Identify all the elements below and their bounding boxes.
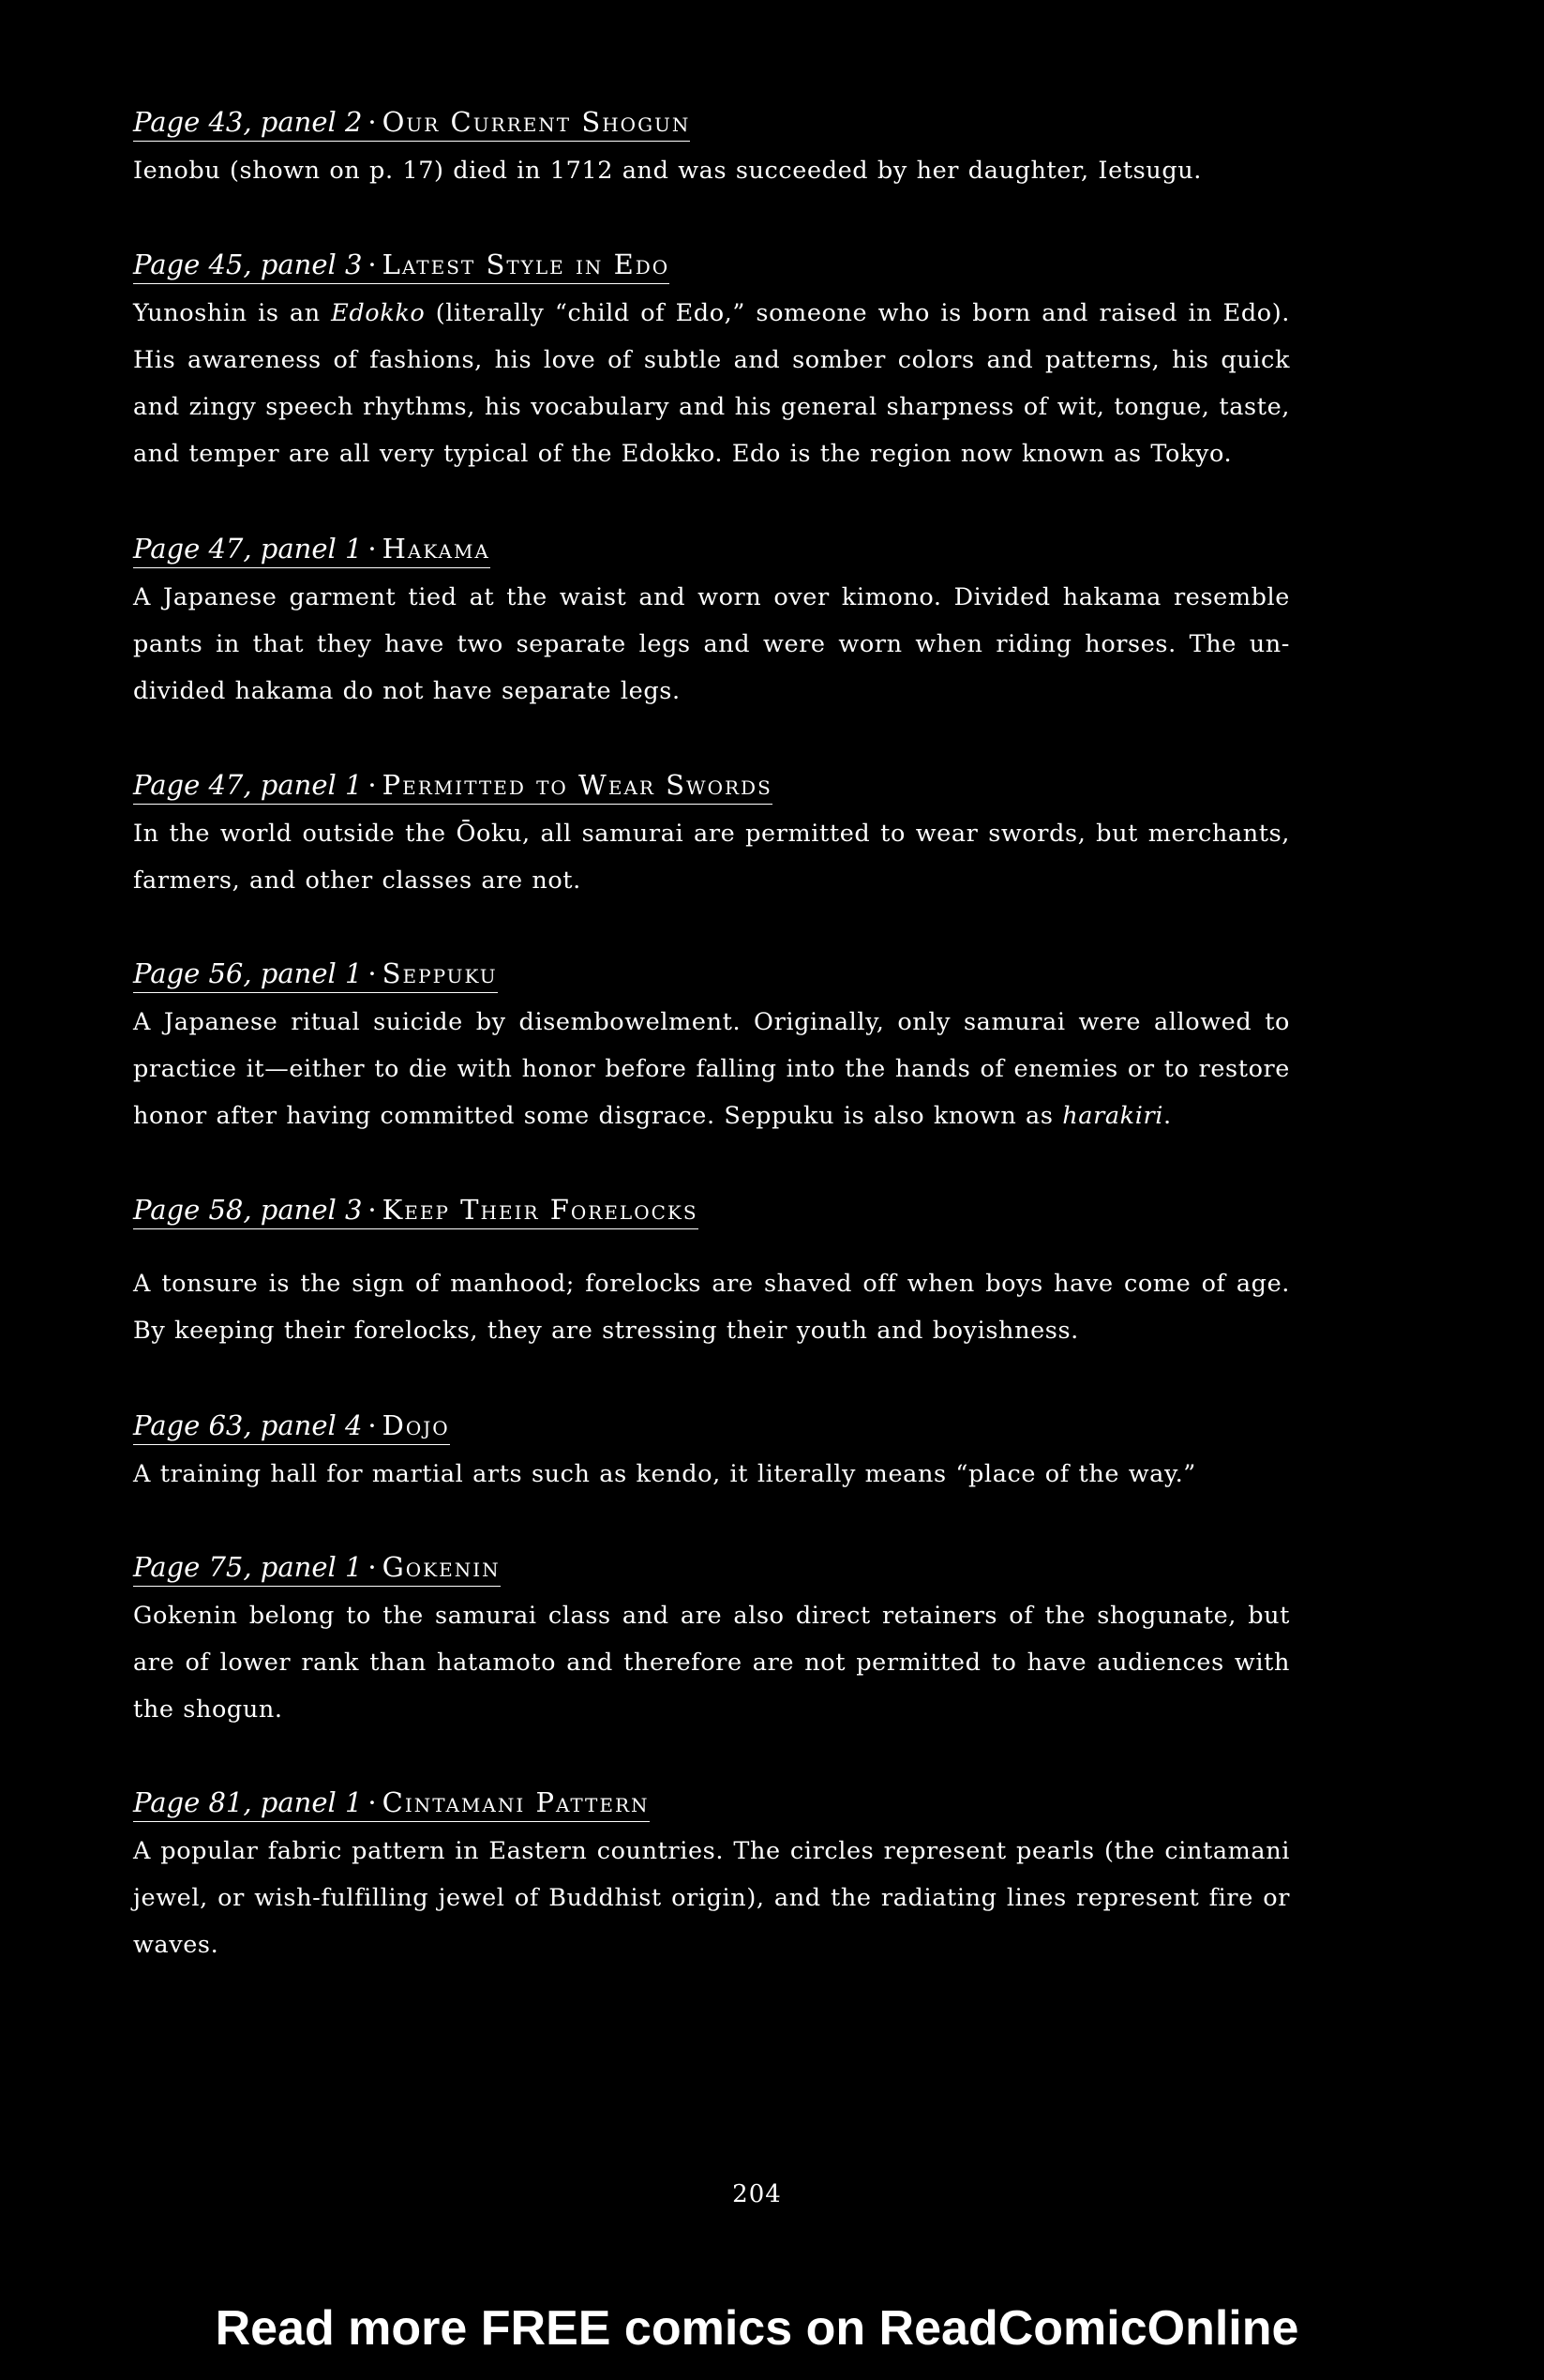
note-body [133, 290, 1290, 477]
note-page-ref: Page 81, panel 1 [133, 1786, 363, 1818]
note-heading [133, 955, 498, 993]
note-emphasis: harakiri [1062, 1102, 1164, 1130]
note-body [133, 1260, 1290, 1354]
note-body [133, 574, 1290, 715]
page-number: 204 [732, 2180, 782, 2208]
note-term: Cintamani Pattern [382, 1786, 650, 1818]
note-permitted-to-wear-swords [133, 766, 1290, 904]
note-gokenin [133, 1548, 1290, 1733]
note-text: (literally “child of Edo,” someone who is born and raised in Edo). His awareness of fashions, his love of subtle and somber colors and patterns, his quick and zingy speech rhythms, his vocabulary and his general sharpness of wit, tongue, taste, and temper are all very typical of the Edokko. Edo is the region now known as Tokyo. [133, 299, 1291, 468]
note-text: A popular fabric pattern in Eastern countries. The circles represent pearls (the cintamani jewel, or wish-fulfilling jewel of Buddhist origin), and the radiating lines represent fire or waves. [133, 1837, 1290, 1959]
note-text: Gokenin belong to the samurai class and are also direct retainers of the shogunate, but are of lower rank than hatamoto and therefore are not permitted to have audiences with the shogun. [133, 1602, 1290, 1724]
note-text: Yunoshin is an [133, 299, 332, 327]
note-text: A Japanese garment tied at the waist and worn over kimono. Divided hakama resemble pants in that they have two separate legs and were worn when riding horses. The un-divided hakama do not have separate legs. [133, 583, 1290, 705]
note-page-ref: Page 47, panel 1 [133, 533, 363, 565]
note-body [133, 810, 1290, 904]
note-page-ref: Page 63, panel 4 [133, 1409, 363, 1441]
note-term: Permitted to Wear Swords [382, 769, 772, 801]
note-hakama [133, 530, 1290, 715]
note-page-ref: Page 43, panel 2 [133, 106, 363, 138]
separator-dot: · [367, 769, 377, 801]
note-text: A Japanese ritual suicide by disembowelment. Originally, only samurai were allowed to practice it—either to die with honor before falling into the hands of enemies or to restore honor after having committed some disgrace. Seppuku is also known as [133, 1008, 1290, 1130]
note-seppuku [133, 955, 1290, 1139]
separator-dot: · [367, 1409, 377, 1441]
note-body [133, 147, 1290, 194]
note-keep-their-forelocks [133, 1191, 1290, 1354]
note-heading [133, 246, 669, 284]
note-term: Keep Their Forelocks [382, 1194, 698, 1226]
note-body [133, 1592, 1290, 1733]
note-term: Gokenin [382, 1551, 501, 1583]
note-body [133, 1451, 1290, 1498]
note-heading [133, 1407, 450, 1445]
separator-dot: · [367, 249, 377, 280]
note-term: Seppuku [382, 957, 498, 989]
footer-banner: Read more FREE comics on ReadComicOnline [215, 2301, 1299, 2356]
note-page-ref: Page 56, panel 1 [133, 957, 363, 989]
note-our-current-shogun [133, 103, 1290, 194]
note-heading [133, 530, 490, 568]
note-body [133, 999, 1290, 1139]
note-heading [133, 1191, 698, 1229]
note-cintamani-pattern [133, 1784, 1290, 1968]
note-page-ref: Page 75, panel 1 [133, 1551, 363, 1583]
note-emphasis: Edokko [331, 299, 426, 327]
note-dojo [133, 1407, 1290, 1498]
separator-dot: · [367, 106, 377, 138]
note-heading [133, 1784, 650, 1822]
note-page-ref: Page 45, panel 3 [133, 249, 363, 280]
note-page-ref: Page 58, panel 3 [133, 1194, 363, 1226]
note-heading [133, 1548, 501, 1587]
separator-dot: · [367, 957, 377, 989]
note-page-ref: Page 47, panel 1 [133, 769, 363, 801]
note-text: In the world outside the Ōoku, all samurai are permitted to wear swords, but merchants, farmers, and other classes are not. [133, 820, 1290, 895]
separator-dot: · [367, 1194, 377, 1226]
note-term: Hakama [382, 533, 490, 565]
note-body [133, 1828, 1290, 1968]
separator-dot: · [367, 533, 377, 565]
separator-dot: · [367, 1551, 377, 1583]
note-text: A training hall for martial arts such as kendo, it literally means “place of the way.” [133, 1460, 1196, 1488]
note-text: Ienobu (shown on p. 17) died in 1712 and was succeeded by her daughter, Ietsugu. [133, 157, 1202, 185]
separator-dot: · [367, 1786, 377, 1818]
note-text: A tonsure is the sign of manhood; forelocks are shaved off when boys have come of age. By keeping their forelocks, they are stressing their youth and boyishness. [133, 1270, 1290, 1345]
note-term: Latest Style in Edo [382, 249, 670, 280]
note-latest-style-in-edo [133, 246, 1290, 477]
note-heading [133, 766, 772, 805]
note-term: Dojo [382, 1409, 450, 1441]
note-text: . [1163, 1102, 1172, 1130]
note-term: Our Current Shogun [382, 106, 691, 138]
note-heading [133, 103, 690, 142]
